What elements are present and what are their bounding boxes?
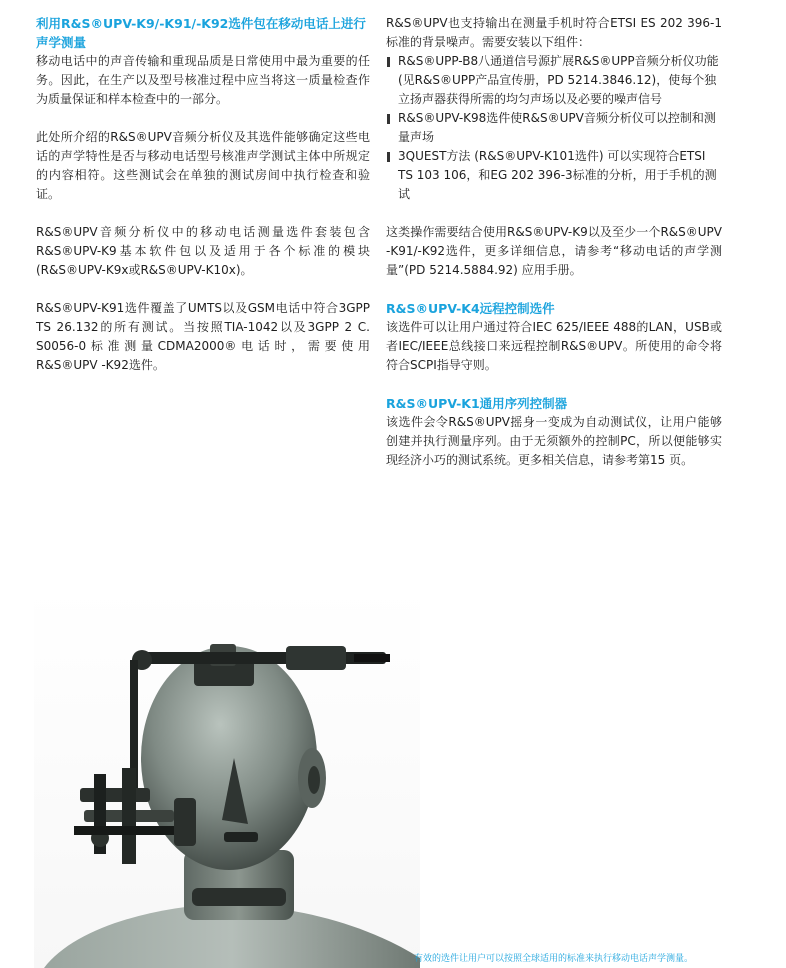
paragraph-package: R&S®UPV音频分析仪中的移动电话测量选件套装包含R&S®UPV-K9基本软件包以及适用于各个标准的模块 (R&S®UPV-K9x或R&S®UPV-K10x)。 bbox=[36, 225, 370, 277]
paragraph-k91: R&S®UPV-K91选件覆盖了UMTS以及GSM电话中符合3GPP TS 26.132的所有测试。当按照TIA-1042以及3GPP 2 C. S0056-0标准测量CDMA2000®电话时，需要使用 R&S®UPV -K92选件。 bbox=[36, 301, 370, 372]
head-simulator-photo bbox=[34, 588, 420, 968]
list-item: R&S®UPV-K98选件使R&S®UPV音频分析仪可以控制和测量声场 bbox=[386, 109, 722, 147]
paragraph-background-noise: R&S®UPV也支持输出在测量手机时符合ETSI ES 202 396-1标准的背景噪声。需要安装以下组件： bbox=[386, 16, 722, 49]
paragraph-combination: 这类操作需要结合使用R&S®UPV-K9以及至少一个R&S®UPV -K91/-K92选件，更多详细信息，请参考“移动电话的声学测量”(PD 5214.5884.92) 应用手册。 bbox=[386, 225, 722, 277]
list-item: R&S®UPP-B8八通道信号源扩展R&S®UPP音频分析仪功能(见R&S®UPP产品宣传册，PD 5214.3846.12)，使每个独立扬声器获得所需的均匀声场以及必要的噪声信号 bbox=[386, 52, 722, 109]
section-heading-k1: R&S®UPV-K1通用序列控制器 bbox=[386, 396, 568, 411]
head-simulator-illustration bbox=[34, 588, 420, 968]
figure-caption: 有效的选件让用户可以按照全球适用的标准来执行移动电话声学测量。 bbox=[414, 954, 694, 964]
list-item: 3QUEST方法 (R&S®UPV-K101选件) 可以实现符合ETSI TS 103 106，和EG 202 396-3标准的分析，用于手机的测试 bbox=[386, 147, 722, 204]
section-heading-k4: R&S®UPV-K4远程控制选件 bbox=[386, 301, 555, 316]
paragraph-k4: 该选件可以让用户通过符合IEC 625/IEEE 488的LAN，USB或者IEC/IEEE总线接口来远程控制R&S®UPV。所使用的命令将符合SCPI指导守则。 bbox=[386, 320, 722, 372]
left-column bbox=[36, 14, 370, 394]
paragraph-k1: 该选件会令R&S®UPV摇身一变成为自动测试仪，让用户能够创建并执行测量序列。由于无须额外的控制PC，所以便能够实现经济小巧的测试系统。更多相关信息，请参考第15 页。 bbox=[386, 415, 722, 467]
right-column bbox=[386, 14, 722, 489]
paragraph-intro: 移动电话中的声音传输和重现品质是日常使用中最为重要的任务。因此，在生产以及型号核准过程中应当将这一质量检查作为质量保证和样本检查中的一部分。 bbox=[36, 54, 370, 106]
section-heading-k9: 利用R&S®UPV-K9/-K91/-K92选件包在移动电话上进行声学测量 bbox=[36, 16, 366, 50]
component-list bbox=[386, 52, 722, 204]
paragraph-acoustic: 此处所介绍的R&S®UPV音频分析仪及其选件能够确定这些电话的声学特性是否与移动电话型号核准声学测试主体中所规定的内容相符。这些测试会在单独的测试房间中执行检查和验证。 bbox=[36, 130, 370, 201]
